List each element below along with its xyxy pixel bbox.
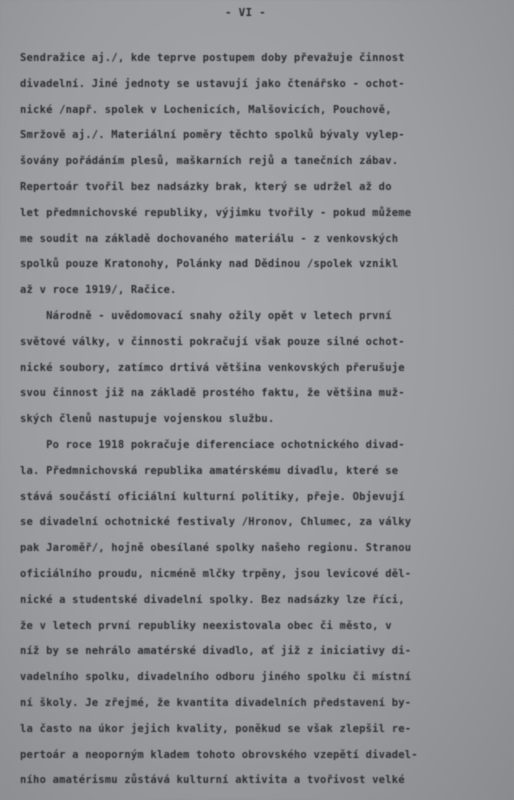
text-line: oficiálního proudu, nicméně mlčky trpěny, jsou levicové děl- [20, 568, 412, 580]
text-line: Smržově aj./. Materiální poměry těchto spolků bývaly vylep- [20, 129, 405, 142]
text-line: světové války, v činnosti pokračují však pouze silné ochot- [20, 335, 405, 348]
text-line: Repertoár tvořil bez nadsázky brak, který se udržel až do [20, 181, 392, 193]
text-line: pak Jaroměř/, hojně obesílané spolky našeho regionu. Stranou [20, 542, 412, 555]
text-line: la. Předmnichovská republika amatérskému divadlu, které se [20, 464, 399, 477]
text-line: nické soubory, zatímco drtivá většina venkovských přerušuje [20, 361, 405, 374]
text-line: divadelní. Jiné jednoty se ustavují jako čtenářsko - ochot- [20, 77, 405, 90]
text-line: nické /např. spolek v Lochenicích, Malšovicích, Pouchově, [20, 103, 392, 116]
text-line: nické a studentské divadelní spolky. Bez nadsázky lze říci, [20, 593, 405, 606]
text-line: stává součástí oficiální kulturní politiky, přeje. Objevují [20, 490, 405, 503]
text-line: Sendražice aj./, kde teprve postupem doby převažuje činnost [20, 52, 405, 64]
text-line: níž by se nehrálo amatérské divadlo, ať již z iniciativy di- [20, 645, 412, 658]
text-line: se divadelní ochotnické festivaly /Hronov, Chlumec, za války [20, 516, 412, 529]
text-line: až v roce 1919/, Račice. [20, 284, 177, 297]
text-line: svou činnost již na základě prostého faktu, že většina muž- [20, 387, 405, 400]
text-line: spolků pouze Kratonohy, Polánky nad Dědinou /spolek vznikl [20, 258, 399, 271]
text-line: šovány pořádáním plesů, maškarních rejů a tanečních zábav. [20, 155, 399, 168]
text-line: ských členů nastupuje vojenskou službu. [20, 413, 275, 426]
text-line: pertoár a neoporným kladem tohoto obrovského vzepětí divadel- [20, 748, 418, 761]
text-line: ní školy. Je zřejmé, že kvantita divadelních představení by- [20, 697, 412, 709]
page-number: - VI - [225, 6, 266, 19]
text-line: let předmnichovské republiky, výjimku tvořily - pokud můžeme [20, 206, 412, 219]
text-line: Národně - uvědomovací snahy ožily opět v letech první [20, 310, 392, 322]
text-line: ního amatérismu zůstává kulturní aktivita a tvořivost velké [20, 774, 405, 787]
text-line: me soudit na základě dochovaného materiálu - z venkovských [20, 232, 399, 245]
text-line: Po roce 1918 pokračuje diferenciace ochotnického divad- [20, 439, 405, 451]
text-line: že v letech první republiky neexistovala obec či město, v [20, 619, 392, 632]
text-line: vadelního spolku, divadelního odboru jiného spolku či místní [20, 671, 412, 684]
text-line: la často na úkor jejich kvality, poněkud se však zlepšil re- [20, 722, 412, 735]
